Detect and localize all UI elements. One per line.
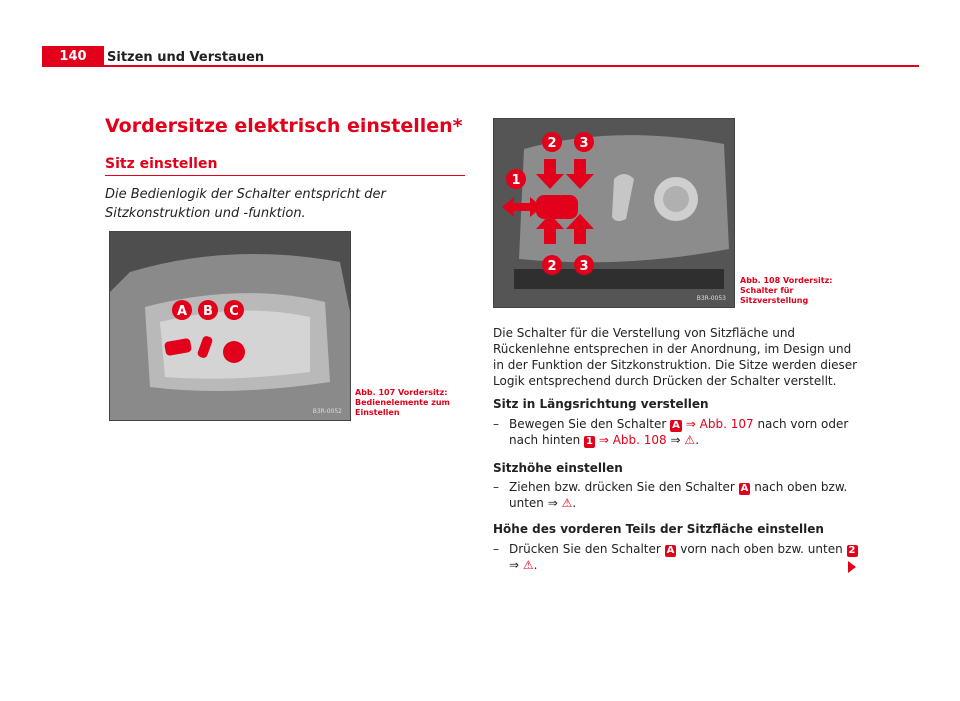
header-rule — [104, 65, 919, 67]
callout-3-bottom: 3 — [579, 259, 589, 274]
figure-107-seat-controls — [109, 231, 351, 421]
callout-b: B — [203, 304, 213, 319]
section-subtitle: Sitz einstellen — [105, 156, 218, 172]
seat-controls-illustration — [110, 232, 350, 420]
header-title: Sitzen und Verstauen — [107, 50, 265, 65]
figure-code: B3R-0052 — [312, 408, 342, 415]
figure-code: B3R-0053 — [696, 295, 726, 302]
warning-triangle-icon[interactable]: ⚠ — [684, 433, 696, 447]
step-text: Bewegen Sie den Schalter — [509, 417, 667, 431]
list-dash: – — [493, 542, 499, 556]
callout-3-top: 3 — [579, 136, 589, 151]
figure-108-switch-directions — [493, 118, 735, 308]
switch-badge-1: 1 — [586, 436, 594, 447]
step-text: nach oben bzw. unten — [509, 480, 848, 510]
warning-triangle-icon[interactable]: ⚠ — [522, 558, 534, 572]
intro-text: Die Bedienlogik der Schalter entspricht der Sitzkonstruktion und -funktion. — [105, 187, 386, 221]
subheading-height: Sitzhöhe einstellen — [493, 461, 623, 475]
subtitle-rule — [105, 175, 465, 176]
switch-badge-a: A — [740, 483, 749, 494]
list-dash: – — [493, 480, 499, 494]
arrow-ref: ⇒ — [670, 433, 681, 447]
figure-link-108[interactable]: ⇒ Abb. 108 — [598, 433, 667, 447]
step-text: vorn nach oben bzw. unten — [680, 542, 843, 556]
warning-triangle-icon[interactable]: ⚠ — [561, 496, 573, 510]
subheading-longitudinal: Sitz in Längsrichtung verstellen — [493, 397, 709, 411]
switch-directions-illustration — [494, 119, 734, 307]
body-paragraph: Die Schalter für die Verstellung von Sitzfläche und Rückenlehne entsprechen in der Anordnung, im Design und in der Funktion der Sitzkonstruktion. Die Sitze werden dieser Logik entsprechend durch Drücken der Schalter verstellt. — [493, 326, 858, 388]
step-text: Drücken Sie den Schalter — [509, 542, 661, 556]
step-text: nach vorn oder nach hinten — [509, 417, 849, 447]
switch-badge-a: A — [666, 545, 675, 556]
callout-a: A — [176, 304, 188, 319]
figure-link-107[interactable]: ⇒ Abb. 107 — [685, 417, 754, 431]
subheading-front-height: Höhe des vorderen Teils der Sitzfläche einstellen — [493, 522, 824, 536]
page-number: 140 — [42, 46, 104, 67]
arrow-ref: ⇒ — [547, 496, 558, 510]
figure-108-caption: Abb. 108 Vordersitz: Schalter für Sitzverstellung — [740, 276, 833, 305]
callout-2-bottom: 2 — [547, 259, 557, 274]
step-text: Ziehen bzw. drücken Sie den Schalter — [509, 480, 735, 494]
section-title: Vordersitze elektrisch einstellen* — [105, 115, 463, 137]
callout-2-top: 2 — [547, 136, 557, 151]
callout-c: C — [229, 304, 239, 319]
arrow-ref: ⇒ — [509, 558, 520, 572]
callout-1: 1 — [511, 173, 521, 188]
figure-107-caption: Abb. 107 Vordersitz: Bedienelemente zum Einstellen — [355, 388, 450, 417]
continue-arrow-icon — [848, 561, 856, 573]
list-dash: – — [493, 417, 499, 431]
switch-badge-a: A — [672, 420, 680, 431]
switch-badge-2: 2 — [848, 545, 856, 556]
